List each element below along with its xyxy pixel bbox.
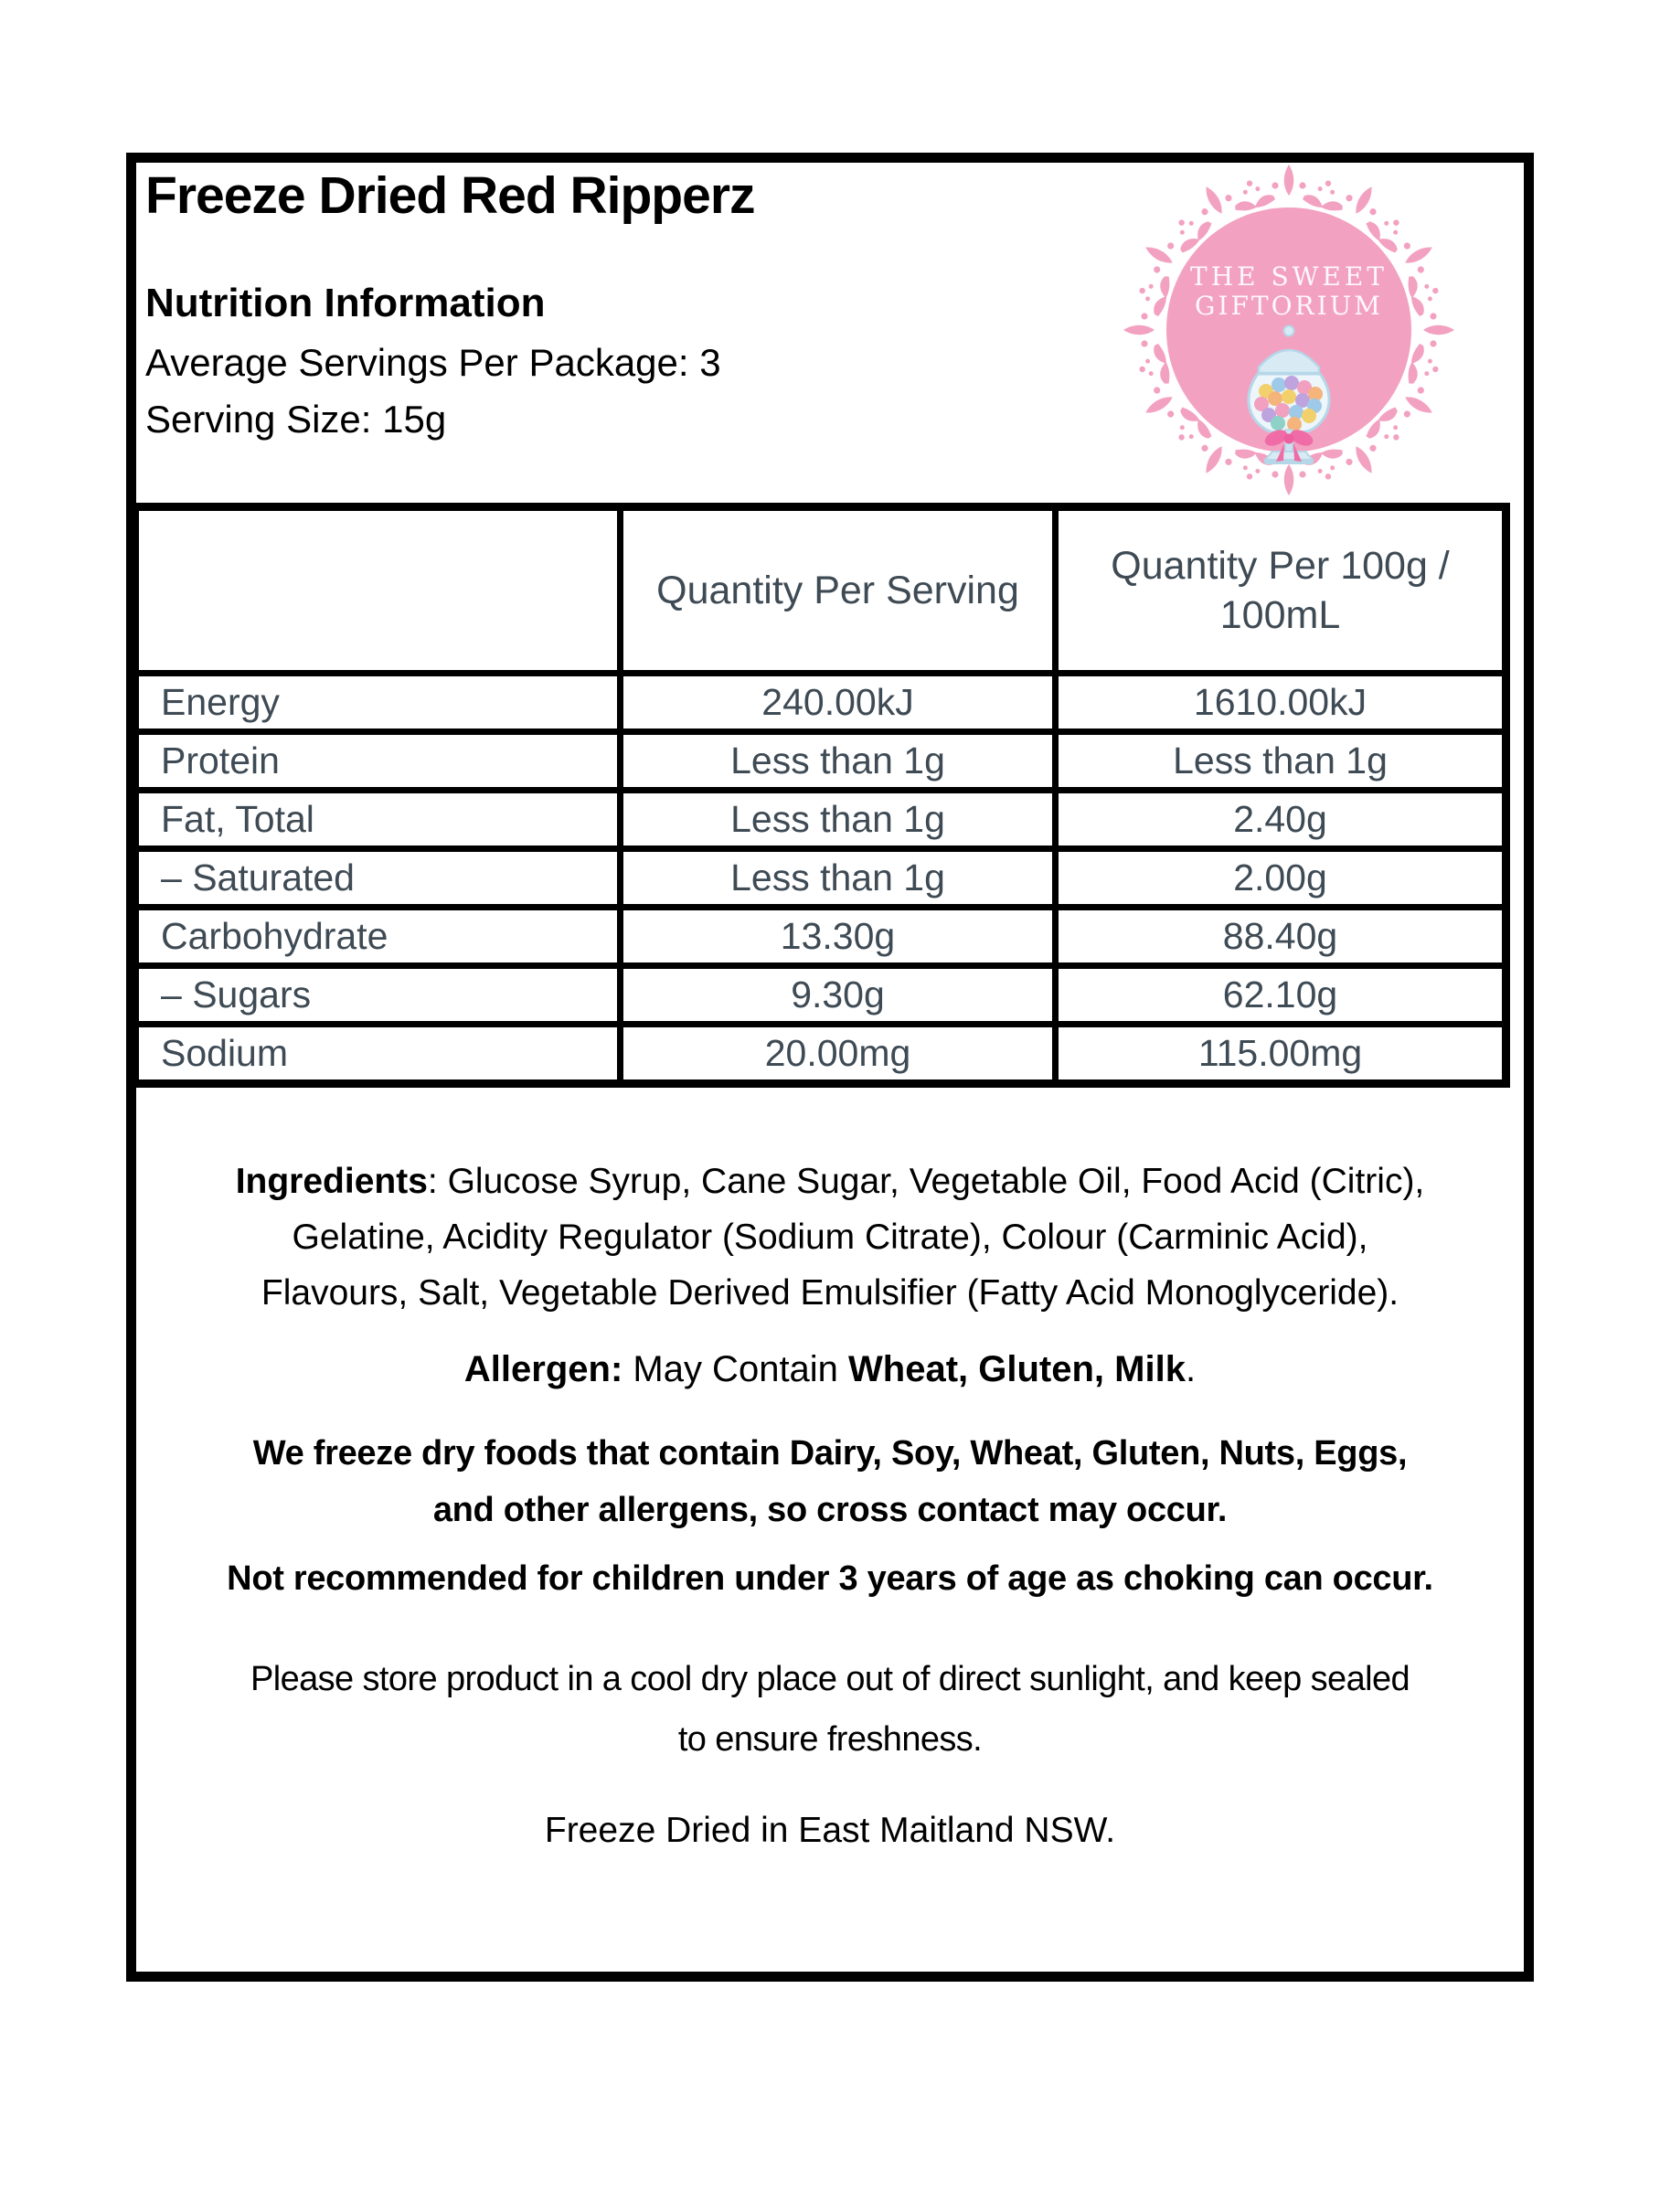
servings-per-package-line: Average Servings Per Package: 3 [145, 341, 721, 384]
cross-contact-line-2: and other allergens, so cross contact may occur. [432, 1491, 1228, 1529]
serving-size-line: Serving Size: 15g [145, 398, 447, 441]
per-serving-value: Less than 1g [621, 791, 1056, 849]
nutrient-label: Carbohydrate [135, 908, 621, 966]
ingredients-line-1: Ingredients: Glucose Syrup, Cane Sugar, Vegetable Oil, Food Acid (Citric), [235, 1162, 1425, 1201]
storage-line-2: to ensure freshness. [677, 1720, 983, 1759]
logo-text-line2: GIFTORIUM [1195, 291, 1383, 321]
nutrient-label: Energy [135, 674, 621, 732]
per-100g-value: 1610.00kJ [1056, 674, 1506, 732]
allergen-label: Allergen: [463, 1349, 623, 1389]
choking-warning-line: Not recommended for children under 3 years of age as choking can occur. [227, 1559, 1433, 1598]
allergen-line: Allergen: May Contain Wheat, Gluten, Milk. [463, 1349, 1197, 1389]
table-row-sugars [135, 966, 1506, 1025]
nutrient-label: – Saturated [135, 849, 621, 908]
table-row-saturated [135, 849, 1506, 908]
nutrition-information-heading: Nutrition Information [145, 281, 546, 325]
nutrient-label: – Sugars [135, 966, 621, 1025]
nutrition-table [131, 503, 1510, 1088]
ingredients-label: Ingredients [235, 1162, 428, 1201]
cross-contact-line-1: We freeze dry foods that contain Dairy, Soy, Wheat, Gluten, Nuts, Eggs, [252, 1434, 1408, 1473]
header-quantity-per-100g [1056, 507, 1506, 674]
table-row-carbohydrate [135, 908, 1506, 966]
ingredients-line-2: Gelatine, Acidity Regulator (Sodium Citrate), Colour (Carminic Acid), [292, 1218, 1368, 1257]
product-title: Freeze Dried Red Ripperz [145, 166, 755, 225]
table-row-energy [135, 674, 1506, 732]
allergen-list: Wheat, Gluten, Milk [848, 1349, 1186, 1389]
table-row-protein [135, 732, 1506, 791]
brand-logo-svg [1122, 163, 1456, 497]
per-100g-value: 115.00mg [1056, 1025, 1506, 1084]
nutrient-label: Sodium [135, 1025, 621, 1084]
header-empty-cell [135, 507, 621, 674]
origin-line: Freeze Dried in East Maitland NSW. [544, 1811, 1116, 1850]
per-serving-value: 20.00mg [621, 1025, 1056, 1084]
nutrient-label: Protein [135, 732, 621, 791]
per-serving-value: Less than 1g [621, 849, 1056, 908]
per-100g-value: Less than 1g [1056, 732, 1506, 791]
per-100g-value: 2.00g [1056, 849, 1506, 908]
ingredients-line-3: Flavours, Salt, Vegetable Derived Emulsifier (Fatty Acid Monoglyceride). [261, 1273, 1399, 1313]
per-serving-value: 9.30g [621, 966, 1056, 1025]
per-100g-value: 88.40g [1056, 908, 1506, 966]
table-row-sodium [135, 1025, 1506, 1084]
per-100g-value: 2.40g [1056, 791, 1506, 849]
storage-paragraph [136, 1649, 1524, 1770]
header-per-100g-line1: Quantity Per 100g / [1111, 544, 1450, 588]
logo-text-line1: THE SWEET [1190, 261, 1388, 292]
brand-logo [1122, 163, 1456, 497]
header-quantity-per-serving: Quantity Per Serving [621, 507, 1056, 674]
logo-wordmark [1190, 261, 1388, 321]
table-header-row [135, 507, 1506, 674]
header-per-100g-line2: 100mL [1219, 593, 1341, 637]
ingredients-paragraph [136, 1154, 1524, 1321]
table-row-fat-total [135, 791, 1506, 849]
cross-contact-paragraph [136, 1425, 1524, 1538]
nutrient-label: Fat, Total [135, 791, 621, 849]
per-serving-value: 240.00kJ [621, 674, 1056, 732]
per-100g-value: 62.10g [1056, 966, 1506, 1025]
storage-line-1: Please store product in a cool dry place out of direct sunlight, and keep sealed [250, 1660, 1410, 1698]
per-serving-value: 13.30g [621, 908, 1056, 966]
label-border-box [126, 153, 1534, 1982]
per-serving-value: Less than 1g [621, 732, 1056, 791]
